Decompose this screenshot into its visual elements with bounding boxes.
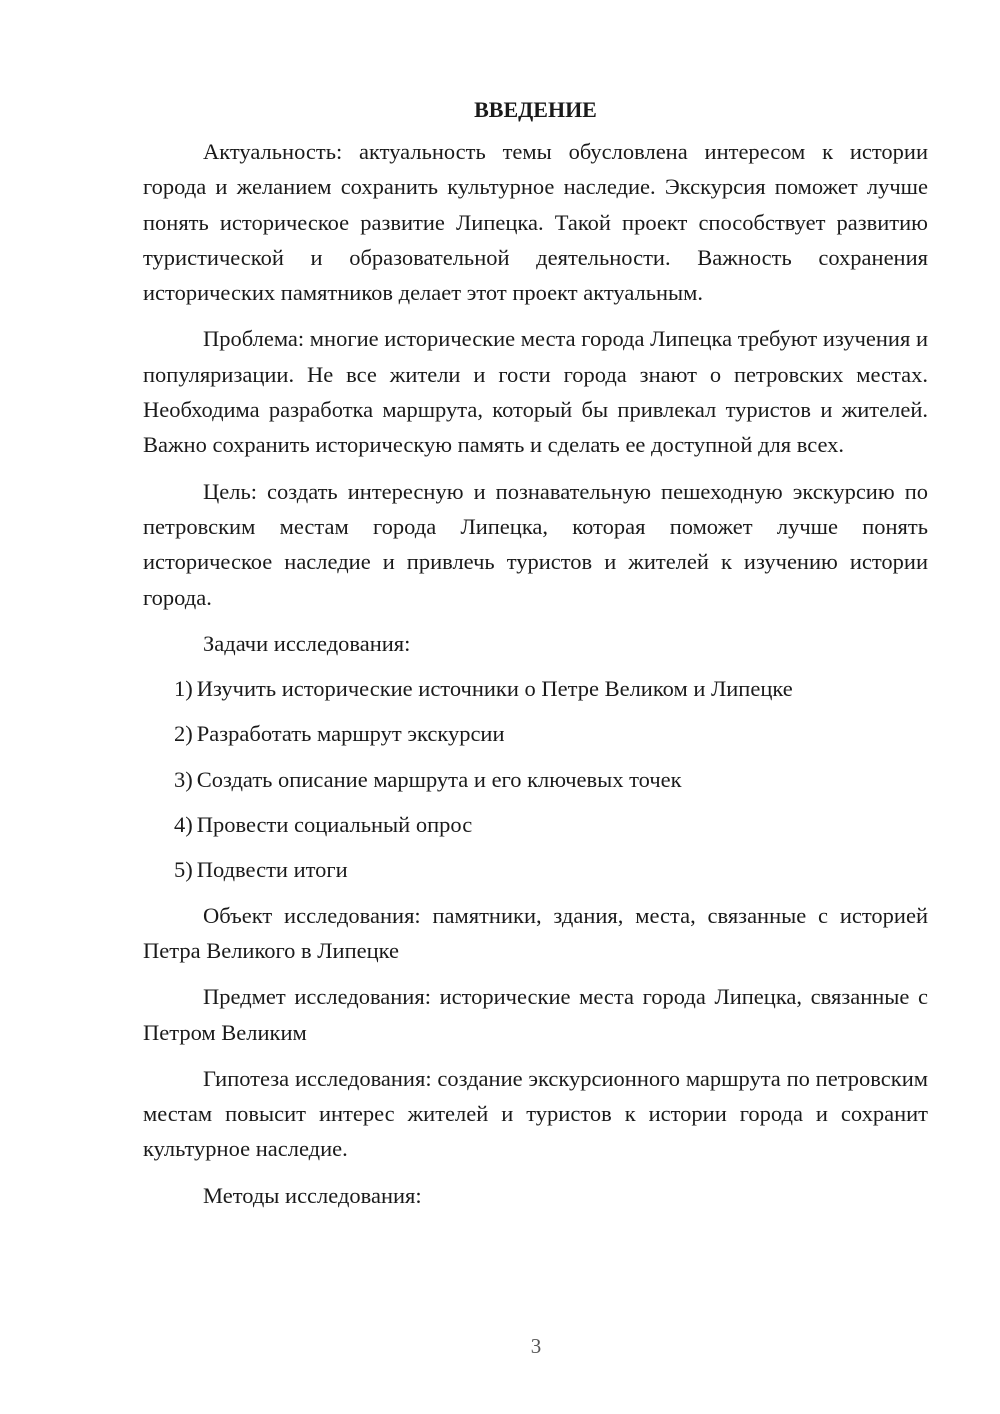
object-paragraph: Объект исследования: памятники, здания, места, связанные с историей Петра Великого в Липецке	[143, 902, 928, 963]
list-item	[143, 716, 928, 751]
list-item	[143, 671, 928, 706]
list-item-number: 3)	[174, 766, 193, 792]
problem-paragraph: Проблема: многие исторические места города Липецка требуют изучения и популяризации. Не все жители и гости города знают о петровских местах. Необходима разработка маршрута, который бы привлекал туристов и жителей. Важно сохранить историческую память и сделать ее доступной для всех.	[143, 326, 928, 458]
relevance-paragraph: Актуальность: актуальность темы обусловлена интересом к истории города и желанием сохранить культурное наследие. Экскурсия поможет лучше понять историческое развитие Липецка. Такой проект способствует развитию туристической и образовательной деятельности. Важность сохранения исторических памятников делает этот проект актуальным.	[143, 139, 928, 306]
subject-paragraph: Предмет исследования: исторические места города Липецка, связанные с Петром Великим	[143, 984, 928, 1045]
list-item-text: Разработать маршрут экскурсии	[196, 721, 505, 747]
list-item-number: 2)	[174, 721, 193, 747]
list-item-number: 4)	[174, 812, 193, 838]
hypothesis-paragraph: Гипотеза исследования: создание экскурсионного маршрута по петровским местам повысит интерес жителей и туристов к истории города и сохранит культурное наследие.	[143, 1065, 928, 1162]
list-item-text: Провести социальный опрос	[196, 812, 473, 838]
methods-title: Методы исследования:	[203, 1182, 422, 1208]
list-item-number: 5)	[174, 857, 193, 883]
list-item-text: Изучить исторические источники о Петре Великом и Липецке	[196, 676, 793, 702]
tasks-title: Задачи исследования:	[203, 630, 411, 656]
tasks-list	[143, 671, 928, 887]
list-item	[143, 852, 928, 887]
list-item-text: Подвести итоги	[196, 857, 348, 883]
list-item-number: 1)	[174, 676, 193, 702]
list-item	[143, 807, 928, 842]
page-number: 3	[530, 1334, 542, 1358]
section-heading: ВВЕДЕНИЕ	[474, 97, 597, 122]
list-item	[143, 762, 928, 797]
list-item-text: Создать описание маршрута и его ключевых точек	[196, 766, 682, 792]
document-page	[143, 96, 928, 1223]
goal-paragraph: Цель: создать интересную и познавательную пешеходную экскурсию по петровским местам города Липецка, которая поможет лучше понять историческое наследие и привлечь туристов и жителей к изучению истории города.	[143, 478, 928, 610]
